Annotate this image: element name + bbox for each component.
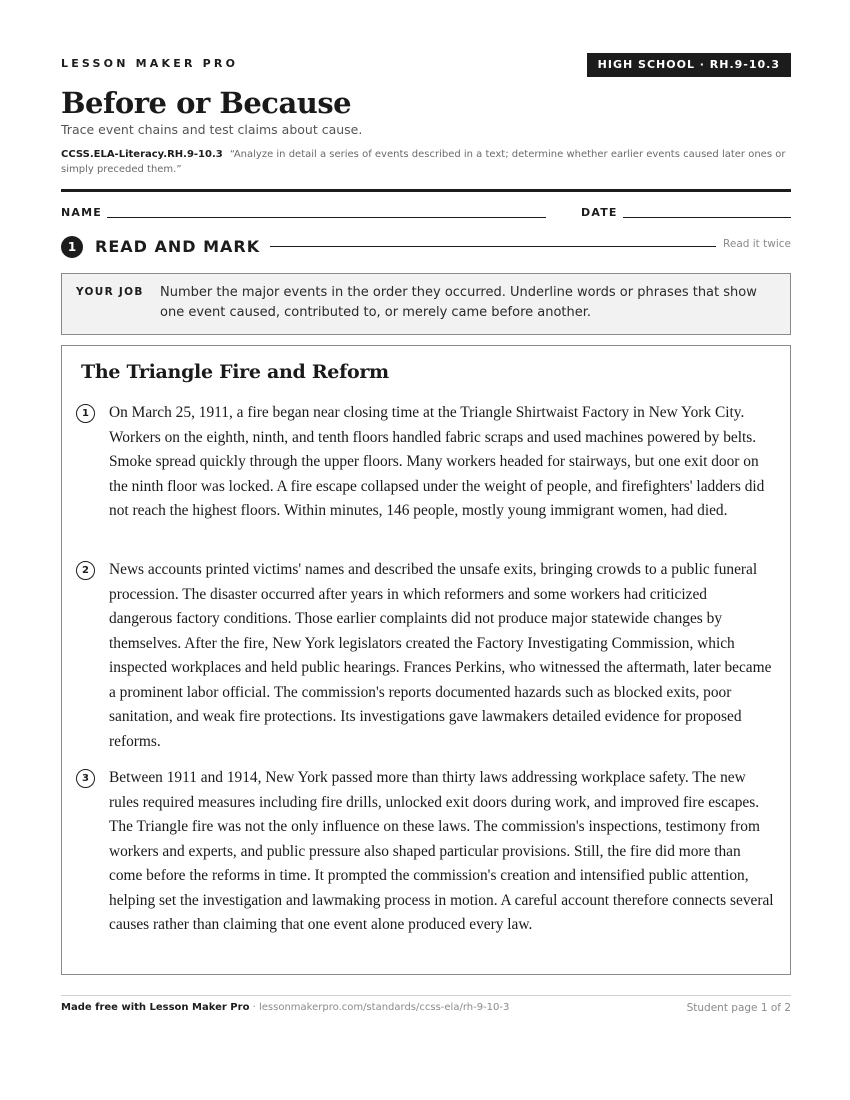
standard-text: “Analyze in detail a series of events described in a text; determine whether earlier events caused later ones or simply preceded them.” (61, 149, 786, 175)
section-title: READ AND MARK (95, 237, 261, 256)
reading-passage-box (61, 345, 791, 975)
paragraph-number: 1 (76, 404, 95, 423)
grade-standard-badge: HIGH SCHOOL · RH.9-10.3 (587, 53, 791, 77)
section-number-badge: 1 (61, 236, 83, 258)
footer-divider (61, 995, 791, 996)
brand-name: LESSON MAKER PRO (61, 57, 239, 70)
page-subtitle: Trace event chains and test claims about cause. (61, 122, 363, 137)
footer-made-with: Made free with Lesson Maker Pro (61, 1002, 250, 1013)
standard-code: CCSS.ELA-Literacy.RH.9-10.3 (61, 149, 223, 160)
footer-credit (61, 1002, 509, 1013)
header-divider (61, 189, 791, 192)
paragraph-text: Between 1911 and 1914, New York passed more than thirty laws addressing workplace safety. The new rules required measures including fire drills, unlocked exit doors during work, and improved fire escapes. The Triangle fire was not the only influence on these laws. The commission's inspections, testimony from workers and experts, and public pressure also shaped particular provisions. Still, the fire did more than come before the reforms in time. It prompted the commission's creation and intensified public attention, helping set the investigation and lawmaking process in motion. A careful account therefore connects several causes rather than claiming that one event alone produced every law. (109, 769, 774, 933)
reading-title: The Triangle Fire and Reform (81, 361, 389, 383)
section-divider (270, 246, 716, 247)
name-field[interactable] (107, 217, 546, 218)
job-instructions-box (61, 273, 791, 335)
page-indicator: Student page 1 of 2 (686, 1002, 791, 1014)
name-label: NAME (61, 206, 102, 219)
paragraph-number: 2 (76, 561, 95, 580)
date-field[interactable] (623, 217, 791, 218)
standard-description (61, 147, 791, 177)
page-title: Before or Because (61, 86, 352, 120)
job-label: YOUR JOB (76, 286, 144, 298)
paragraph-number: 3 (76, 769, 95, 788)
paragraph-text: News accounts printed victims' names and described the unsafe exits, bringing crowds to a public funeral procession. The disaster occurred after years in which reformers and some workers had criticized dangerous factory conditions. Those earlier complaints did not produce major statewide changes by themselves. After the fire, New York legislators created the Factory Investigating Commission, which inspected workplaces and held public hearings. Frances Perkins, who witnessed the aftermath, later became a prominent labor official. The commission's reports documented hazards such as blocked exits, poor sanitation, and weak fire protections. Its investigations gave lawmakers detailed evidence for proposed reforms. (109, 561, 772, 750)
date-label: DATE (581, 206, 618, 219)
job-text: Number the major events in the order they occurred. Underline words or phrases that show one event caused, contributed to, or merely came before another. (160, 285, 757, 320)
footer-url[interactable]: · lessonmakerpro.com/standards/ccss-ela/rh-9-10-3 (249, 1002, 510, 1013)
paragraph-text: On March 25, 1911, a fire began near closing time at the Triangle Shirtwaist Factory in New York City. Workers on the eighth, ninth, and tenth floors handled fabric scraps and used machines powered by belts. Smoke spread quickly through the upper floors. Many workers headed for stairways, but one exit door on the ninth floor was locked. A fire escape collapsed under the weight of people, and firefighters' ladders did not reach the highest floors. Within minutes, 146 people, mostly young immigrant women, had died. (109, 404, 765, 519)
section-note: Read it twice (723, 238, 791, 250)
